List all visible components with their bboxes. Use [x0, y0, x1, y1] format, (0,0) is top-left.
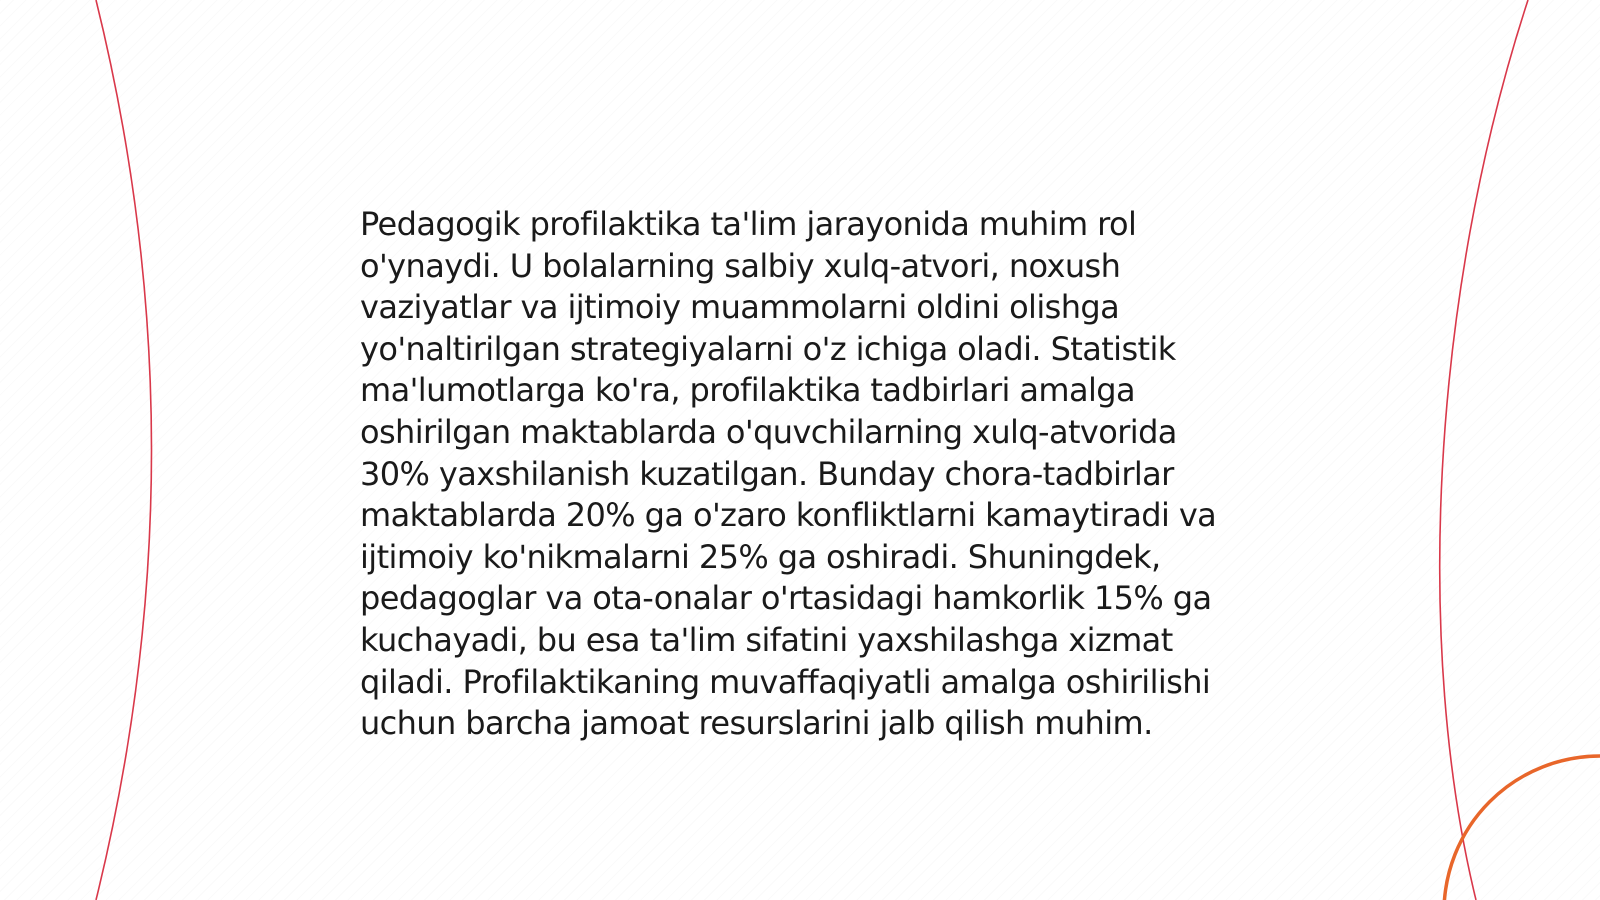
right-curve-line [1440, 0, 1528, 900]
corner-accent-arc [1444, 756, 1600, 900]
body-paragraph: Pedagogik profilaktika ta'lim jarayonida muhim rol o'ynaydi. U bolalarning salbiy xulq-atvori, noxush vaziyatlar va ijtimoiy muammolarni oldini olishga yo'naltirilgan strategiyalarni o'z ichiga oladi. Statistik ma'lumotlarga ko'ra, profilaktika tadbirlari amalga oshirilgan maktablarda o'quvchilarning xulq-atvorida 30% yaxshilanish kuzatilgan. Bunday chora-tadbirlar maktablarda 20% ga o'zaro konfliktlarni kamaytiradi va ijtimoiy ko'nikmalarni 25% ga oshiradi. Shuningdek, pedagoglar va ota-onalar o'rtasidagi hamkorlik 15% ga kuchayadi, bu esa ta'lim sifatini yaxshilashga xizmat qiladi. Profilaktikaning muvaffaqiyatli amalga oshirilishi uchun barcha jamoat resurslarini jalb qilish muhim. [360, 205, 1217, 743]
left-curve-line [96, 0, 152, 900]
